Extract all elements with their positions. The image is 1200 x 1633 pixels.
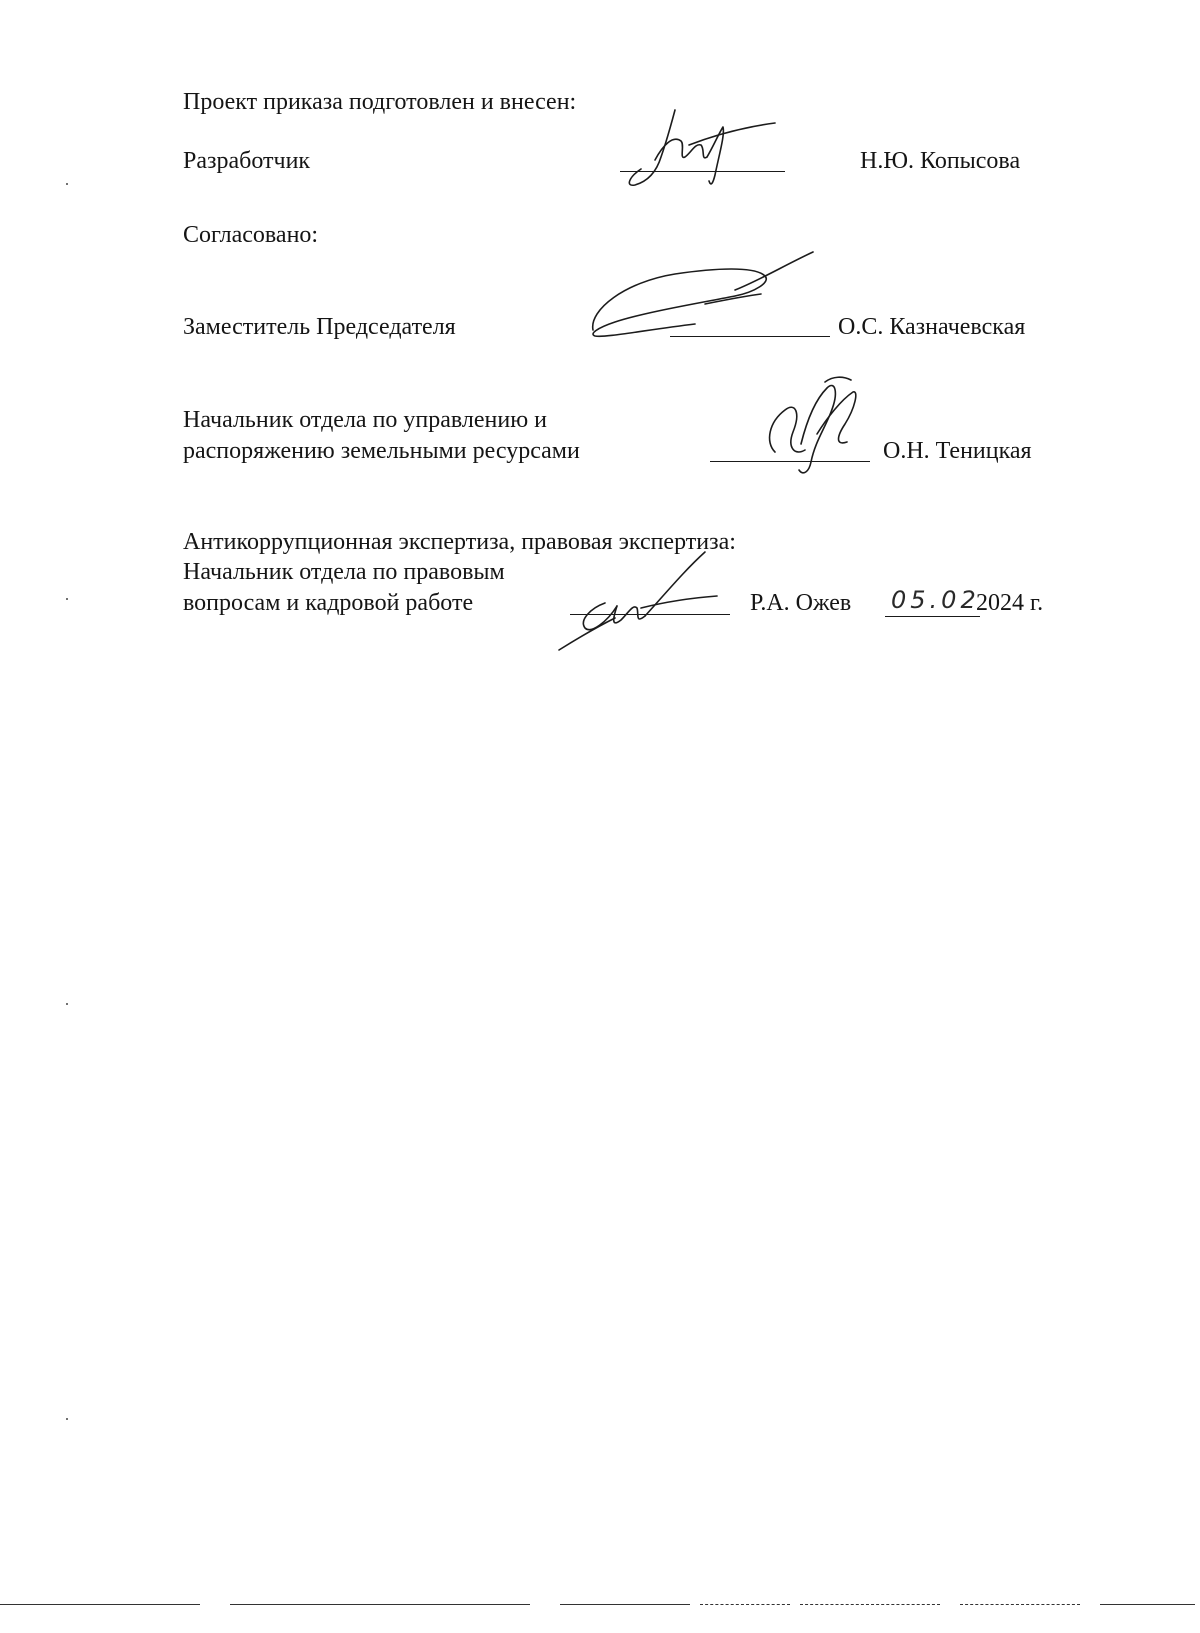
deputy-title: Заместитель Председателя [183,314,456,340]
legal-head-signature [555,548,735,653]
scan-speck [66,1003,68,1005]
land-head-title-line1: Начальник отдела по управлению и [183,407,548,433]
legal-head-title-line2: вопросам и кадровой работе [183,590,474,616]
scan-edge-line [1100,1604,1195,1605]
scan-edge-line [560,1604,690,1605]
agreed-label: Согласовано: [183,222,319,248]
scan-speck [66,598,68,600]
developer-title: Разработчик [183,148,311,174]
scan-edge-line [230,1604,530,1605]
scan-speck [66,1418,68,1420]
deputy-name: О.С. Казначевская [838,314,1026,340]
land-head-signature [755,372,875,482]
deputy-signature [585,250,825,345]
scan-speck [66,183,68,185]
scan-edge-line [0,1604,200,1605]
developer-signature [615,105,785,195]
scan-edge-line [800,1604,940,1605]
prepared-by-heading: Проект приказа подготовлен и внесен: [183,89,577,115]
land-head-name: О.Н. Теницкая [883,438,1032,464]
date-underline [885,616,980,617]
date-suffix: 2024 г. [976,590,1044,616]
expertise-label: Антикоррупционная экспертиза, правовая экспертиза: [183,529,736,555]
legal-head-name: Р.А. Ожев [750,590,852,616]
developer-name: Н.Ю. Копысова [860,148,1021,174]
scan-edge-line [960,1604,1080,1605]
scan-edge-line [700,1604,790,1605]
land-head-title-line2: распоряжению земельными ресурсами [183,438,580,464]
legal-head-title-line1: Начальник отдела по правовым [183,559,505,585]
handwritten-date-text: 05.02 [891,586,980,614]
handwritten-date [885,584,980,618]
